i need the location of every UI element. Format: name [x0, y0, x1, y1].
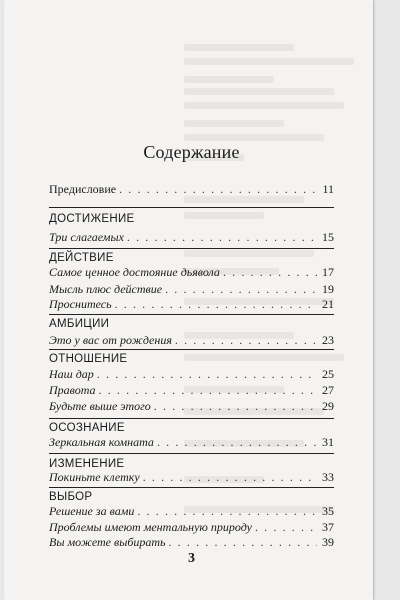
dot-leader — [154, 398, 317, 414]
toc-entry-page: 23 — [322, 333, 334, 347]
section-heading: ИЗМЕНЕНИЕ — [49, 458, 125, 470]
section-rule — [49, 487, 334, 488]
toc-entry-label: Правота — [49, 383, 96, 397]
toc-entry-page: 25 — [322, 367, 334, 381]
dot-leader — [165, 281, 317, 297]
dot-leader — [99, 382, 317, 398]
section-rule — [49, 248, 334, 249]
section-rule — [49, 314, 334, 315]
section-rule — [49, 453, 334, 454]
toc-entry-page: 37 — [322, 520, 334, 534]
section-rule — [49, 207, 334, 208]
section-rule — [49, 349, 334, 350]
toc-entry-page: 33 — [322, 470, 334, 484]
dot-leader — [143, 469, 317, 485]
toc-entry-page: 39 — [322, 535, 334, 549]
toc-entry[interactable] — [49, 519, 334, 535]
toc-entry-page: 21 — [322, 297, 334, 311]
section-heading: ОСОЗНАНИЕ — [49, 422, 125, 434]
toc-entry-page: 11 — [322, 182, 334, 196]
toc-entry-label: Будьте выше этого — [49, 399, 151, 413]
dot-leader — [223, 264, 317, 280]
toc-entry-label: Три слагаемых — [49, 230, 124, 244]
toc-entry[interactable] — [49, 296, 334, 312]
toc-entry-label: Покиньте клетку — [49, 470, 140, 484]
dot-leader — [168, 534, 317, 550]
toc-entry-label: Проснитесь — [49, 297, 112, 311]
toc-entry-page: 31 — [322, 435, 334, 449]
dot-leader — [137, 503, 317, 519]
toc-entry-label: Мысль плюс действие — [49, 282, 163, 296]
toc-entry[interactable] — [49, 469, 334, 485]
toc-entry-label: Зеркальная комната — [49, 435, 154, 449]
toc-entry-label: Решение за вами — [49, 504, 135, 518]
toc-entry-label: Предисловие — [49, 182, 117, 196]
toc-entry-page: 35 — [322, 504, 334, 518]
toc-entry-label: Самое ценное достояние дьявола — [49, 265, 220, 279]
toc-entry[interactable] — [49, 264, 334, 280]
page-number: 3 — [188, 551, 195, 566]
toc-entry-page: 15 — [322, 230, 334, 244]
toc-entry-preface[interactable] — [49, 181, 334, 197]
dot-leader — [119, 181, 317, 197]
dot-leader — [115, 296, 317, 312]
toc-entry[interactable] — [49, 229, 334, 245]
dot-leader — [157, 434, 317, 450]
page-title: Содержание — [143, 142, 240, 162]
toc-entry[interactable] — [49, 434, 334, 450]
toc-entry-page: 29 — [322, 399, 334, 413]
section-heading: АМБИЦИИ — [49, 318, 110, 330]
toc-entry-label: Проблемы имеют ментальную природу — [49, 520, 252, 534]
section-heading: ОТНОШЕНИЕ — [49, 353, 128, 365]
toc-entry-label: Вы можете выбирать — [49, 535, 166, 549]
section-rule — [49, 418, 334, 419]
toc-entry-label: Это у вас от рождения — [49, 333, 172, 347]
toc-entry-label: Наш дар — [49, 367, 94, 381]
book-page — [4, 0, 373, 600]
section-heading: ВЫБОР — [49, 491, 93, 503]
toc-entry[interactable] — [49, 366, 334, 382]
section-heading: ДОСТИЖЕНИЕ — [49, 213, 135, 225]
toc-entry[interactable] — [49, 281, 334, 297]
toc-entry[interactable] — [49, 332, 334, 348]
dot-leader — [97, 366, 317, 382]
toc-entry-page: 27 — [322, 383, 334, 397]
dot-leader — [175, 332, 317, 348]
toc-entry[interactable] — [49, 382, 334, 398]
toc-entry[interactable] — [49, 503, 334, 519]
section-heading: ДЕЙСТВИЕ — [49, 252, 114, 264]
dot-leader — [127, 229, 317, 245]
toc-entry-page: 19 — [322, 282, 334, 296]
toc-entry[interactable] — [49, 534, 334, 550]
dot-leader — [255, 519, 317, 535]
toc-entry[interactable] — [49, 398, 334, 414]
toc-entry-page: 17 — [322, 265, 334, 279]
